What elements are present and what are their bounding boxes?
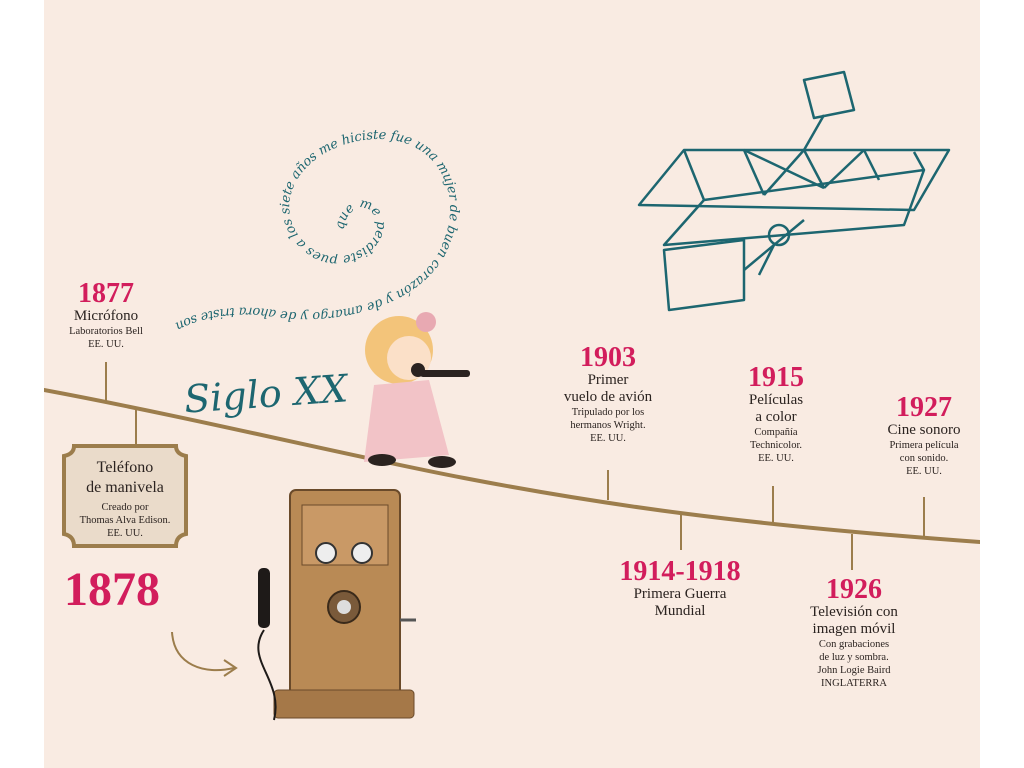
event-year: 1915 [748,362,804,393]
event-detail: Compañía [754,427,798,438]
event-title: Micrófono [73,308,139,324]
event-detail: EE. UU. [906,466,942,477]
event-detail: Technicolor. [749,440,803,451]
century-heading: Siglo XX [182,366,350,422]
event-title: Primera Guerra [633,586,727,602]
event-detail: EE. UU. [88,339,124,350]
event-title: Películas [748,392,804,408]
arrow-to-telephone [172,632,234,670]
event-detail: EE. UU. [758,453,794,464]
spiral-text: que me perdiste pues a los siete años me hiciste fue una mujer de buen corazón y de amargo y de ahora triste son [172,127,462,334]
event-1877 [56,280,156,351]
event-detail: INGLATERRA [821,678,887,689]
event-detail: Primera película [889,440,959,451]
girl-on-phone-illustration [364,312,470,468]
event-detail: de luz y sombra. [819,652,889,663]
event-detail: Creado por [101,502,149,513]
event-title: Mundial [654,603,706,619]
event-year: 1927 [896,392,952,423]
event-title: a color [755,409,797,425]
event-detail: John Logie Baird [817,665,891,676]
timeline-page [44,0,980,768]
crank-telephone-illustration [258,490,416,720]
event-year: 1926 [826,574,882,605]
event-title: Teléfono [96,459,154,476]
event-year: 1903 [580,342,636,373]
event-1927 [866,394,980,478]
event-title: Primer [587,372,629,388]
event-detail: EE. UU. [107,528,143,539]
event-detail: EE. UU. [590,433,626,444]
event-year: 1878 [64,563,160,616]
event-detail: Con grabaciones [818,639,890,650]
event-year: 1877 [78,278,134,309]
event-1914-1918 [600,558,760,620]
event-title: vuelo de avión [563,389,653,405]
biplane-drawing [639,72,949,310]
event-1915 [716,364,836,465]
event-detail: Tripulado por los [571,407,645,418]
event-1926 [784,576,924,690]
event-1878 [53,446,197,546]
event-detail: Thomas Alva Edison. [79,515,171,526]
event-detail: con sonido. [899,453,949,464]
event-detail: hermanos Wright. [570,420,646,431]
event-year: 1914-1918 [619,556,741,587]
event-title: Cine sonoro [887,422,961,438]
event-title: de manivela [86,479,164,496]
event-title: Televisión con [810,604,898,620]
event-title: imagen móvil [812,621,896,637]
event-1878-year [64,563,204,616]
event-1903 [538,344,678,445]
event-detail: Laboratorios Bell [69,326,143,337]
